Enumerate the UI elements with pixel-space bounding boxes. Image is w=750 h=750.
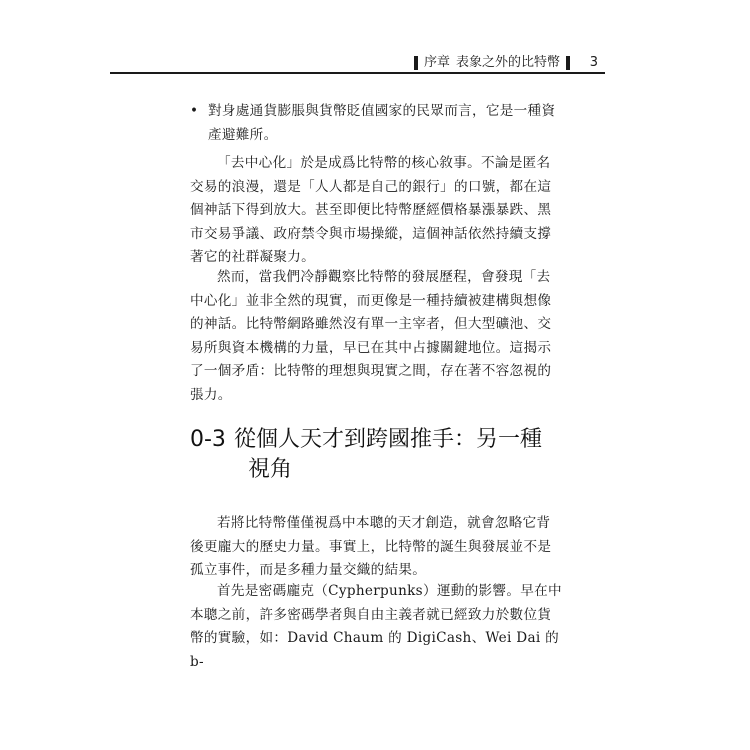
section-number: 0-3: [190, 427, 226, 452]
paragraph-cypherpunks: [190, 580, 562, 674]
paragraph-historical-forces: [190, 512, 562, 583]
bullet-list: [190, 100, 562, 147]
page-number: 3: [589, 55, 598, 70]
section-title-line2: 視角: [248, 457, 293, 482]
paragraph: 「去中心化」於是成爲比特幣的核心敘事。不論是匿名交易的浪漫，還是「人人都是自己的銀行」的口號，都在這個神話下得到放大。甚至即便比特幣歷經價格暴漲暴跌、黑市交易爭議、政府禁令與市場操縱，這個神話依然持續支撐著它的社群凝聚力。: [190, 155, 552, 266]
chapter-title: 表象之外的比特幣: [455, 55, 560, 70]
bullet-item: [190, 100, 562, 147]
paragraph-reality: [190, 266, 562, 408]
bullet-dot-icon: •: [190, 103, 199, 119]
left-bar-mark: [414, 56, 418, 70]
chapter-label: 序章: [423, 55, 450, 70]
section-title-line1: 從個人天才到跨國推手：另一種: [233, 427, 542, 452]
paragraph: 首先是密碼龐克（Cypherpunks）運動的影響。早在中本聰之前，許多密碼學者與自由主義者就已經致力於數位貨幣的實驗，如：David Chaum 的 DigiCash、Wei Dai 的 b-: [190, 583, 562, 670]
section-heading: [190, 425, 570, 485]
bullet-text: 對身處通貨膨脹與貨幣貶值國家的民眾而言，它是一種資產避難所。: [208, 103, 556, 143]
paragraph-decentralization: [190, 152, 562, 270]
right-bar-mark: [566, 56, 570, 70]
paragraph: 然而，當我們冷靜觀察比特幣的發展歷程，會發現「去中心化」並非全然的現實，而更像是一種持續被建構與想像的神話。比特幣網路雖然沒有單一主宰者，但大型礦池、交易所與資本機構的力量，早已在其中占據關鍵地位。這揭示了一個矛盾：比特幣的理想與現實之間，存在著不容忽視的張力。: [190, 269, 552, 403]
header-rule: [110, 72, 605, 74]
running-head: [414, 54, 570, 72]
paragraph: 若將比特幣僅僅視爲中本聰的天才創造，就會忽略它背後更龐大的歷史力量。事實上，比特幣的誕生與發展並不是孤立事件，而是多種力量交織的結果。: [190, 515, 552, 579]
